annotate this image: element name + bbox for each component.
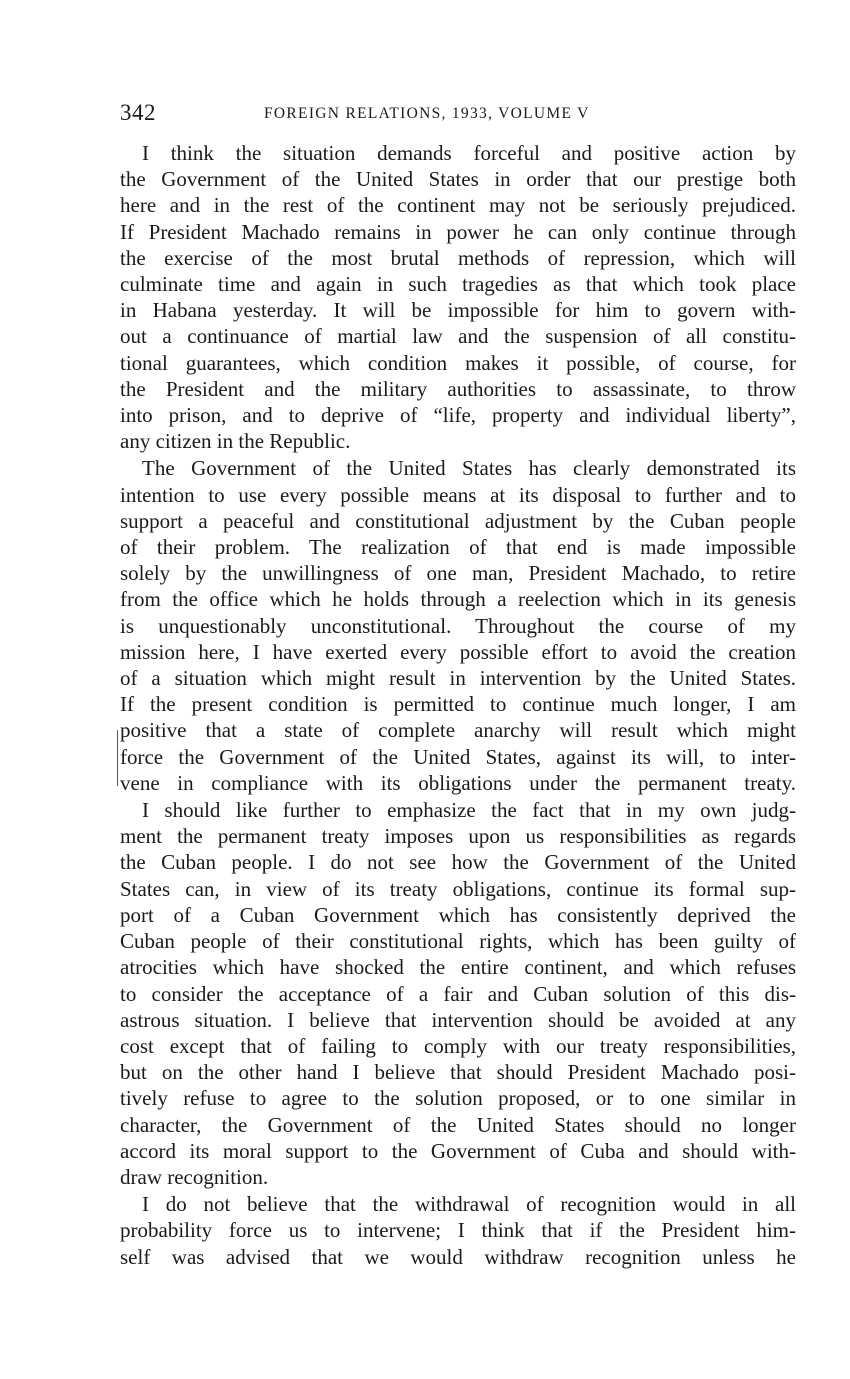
text-line: character, the Government of the United States should no longer: [120, 1112, 796, 1137]
paragraph-1: [120, 140, 796, 454]
text-line: from the office which he holds through a reelection which in its genesis: [120, 587, 796, 612]
text-line: support a peaceful and constitutional adjustment by the Cuban people: [120, 508, 796, 533]
text-line: ment the permanent treaty imposes upon us responsibilities as regards: [120, 824, 796, 849]
running-header: [120, 98, 796, 130]
text-line: self was advised that we would withdraw recognition unless he: [120, 1244, 796, 1269]
text-line: atrocities which have shocked the entire continent, and which refuses: [120, 955, 796, 980]
text-line: of their problem. The realization of that end is made impossible: [120, 535, 796, 560]
document-page: [120, 98, 796, 1270]
text-line: tional guarantees, which condition makes it possible, of course, for: [120, 350, 796, 375]
text-line: into prison, and to deprive of “life, property and individual liberty”,: [120, 403, 796, 428]
text-line: If President Machado remains in power he can only continue through: [120, 219, 796, 244]
text-line: I think the situation demands forceful and positive action by: [142, 141, 796, 165]
paragraph-3: [120, 797, 796, 1190]
text-line: culminate time and again in such tragedies as that which took place: [120, 272, 796, 297]
text-line: out a continuance of martial law and the suspension of all constitu-: [120, 324, 796, 349]
text-line: I do not believe that the withdrawal of recognition would in all: [142, 1192, 796, 1217]
text-line: draw recognition.: [120, 1164, 269, 1189]
running-header-title: FOREIGN RELATIONS, 1933, VOLUME V: [264, 105, 590, 122]
text-line: in Habana yesterday. It will be impossible for him to govern with-: [120, 298, 796, 323]
text-line: force the Government of the United States, against its will, to inter-: [120, 744, 796, 769]
text-line: the exercise of the most brutal methods of repression, which will: [120, 245, 796, 270]
text-line: mission here, I have exerted every possible effort to avoid the creation: [120, 639, 796, 664]
text-line: of a situation which might result in intervention by the United States.: [120, 666, 796, 691]
body-text: [120, 140, 796, 1270]
text-line: the President and the military authorities to assassinate, to throw: [120, 376, 796, 401]
text-line: The Government of the United States has clearly demonstrated its: [142, 456, 796, 481]
text-line: the Cuban people. I do not see how the Government of the United: [120, 850, 796, 875]
margin-bracket-mark: [117, 730, 126, 786]
text-line: astrous situation. I believe that intervention should be avoided at any: [120, 1007, 796, 1032]
text-line: I should like further to emphasize the fact that in my own judg-: [142, 798, 796, 823]
text-line: States can, in view of its treaty obligations, continue its formal sup-: [120, 876, 796, 901]
text-line: solely by the unwillingness of one man, President Machado, to retire: [120, 561, 796, 586]
text-line: but on the other hand I believe that should President Machado posi-: [120, 1060, 796, 1085]
text-line: positive that a state of complete anarchy will result which might: [120, 718, 796, 743]
text-line: If the present condition is permitted to continue much longer, I am: [120, 692, 796, 717]
text-line: the Government of the United States in order that our prestige both: [120, 167, 796, 192]
page-number: 342: [120, 100, 156, 125]
text-line: Cuban people of their constitutional rights, which has been guilty of: [120, 929, 796, 954]
text-line: to consider the acceptance of a fair and Cuban solution of this dis-: [120, 981, 796, 1006]
text-line: port of a Cuban Government which has consistently deprived the: [120, 902, 796, 927]
paragraph-2: [120, 455, 796, 796]
text-line: tively refuse to agree to the solution proposed, or to one similar in: [120, 1086, 796, 1111]
text-line: accord its moral support to the Government of Cuba and should with-: [120, 1138, 796, 1163]
text-line: cost except that of failing to comply with our treaty responsibilities,: [120, 1033, 796, 1058]
text-line: any citizen in the Republic.: [120, 429, 351, 454]
text-line: here and in the rest of the continent may not be seriously prejudiced.: [120, 193, 796, 218]
text-line: intention to use every possible means at its disposal to further and to: [120, 482, 796, 507]
paragraph-4: [120, 1191, 796, 1270]
text-line: is unquestionably unconstitutional. Throughout the course of my: [120, 613, 796, 638]
text-line: probability force us to intervene; I think that if the President him-: [120, 1218, 796, 1243]
text-line: vene in compliance with its obligations under the permanent treaty.: [120, 770, 796, 795]
